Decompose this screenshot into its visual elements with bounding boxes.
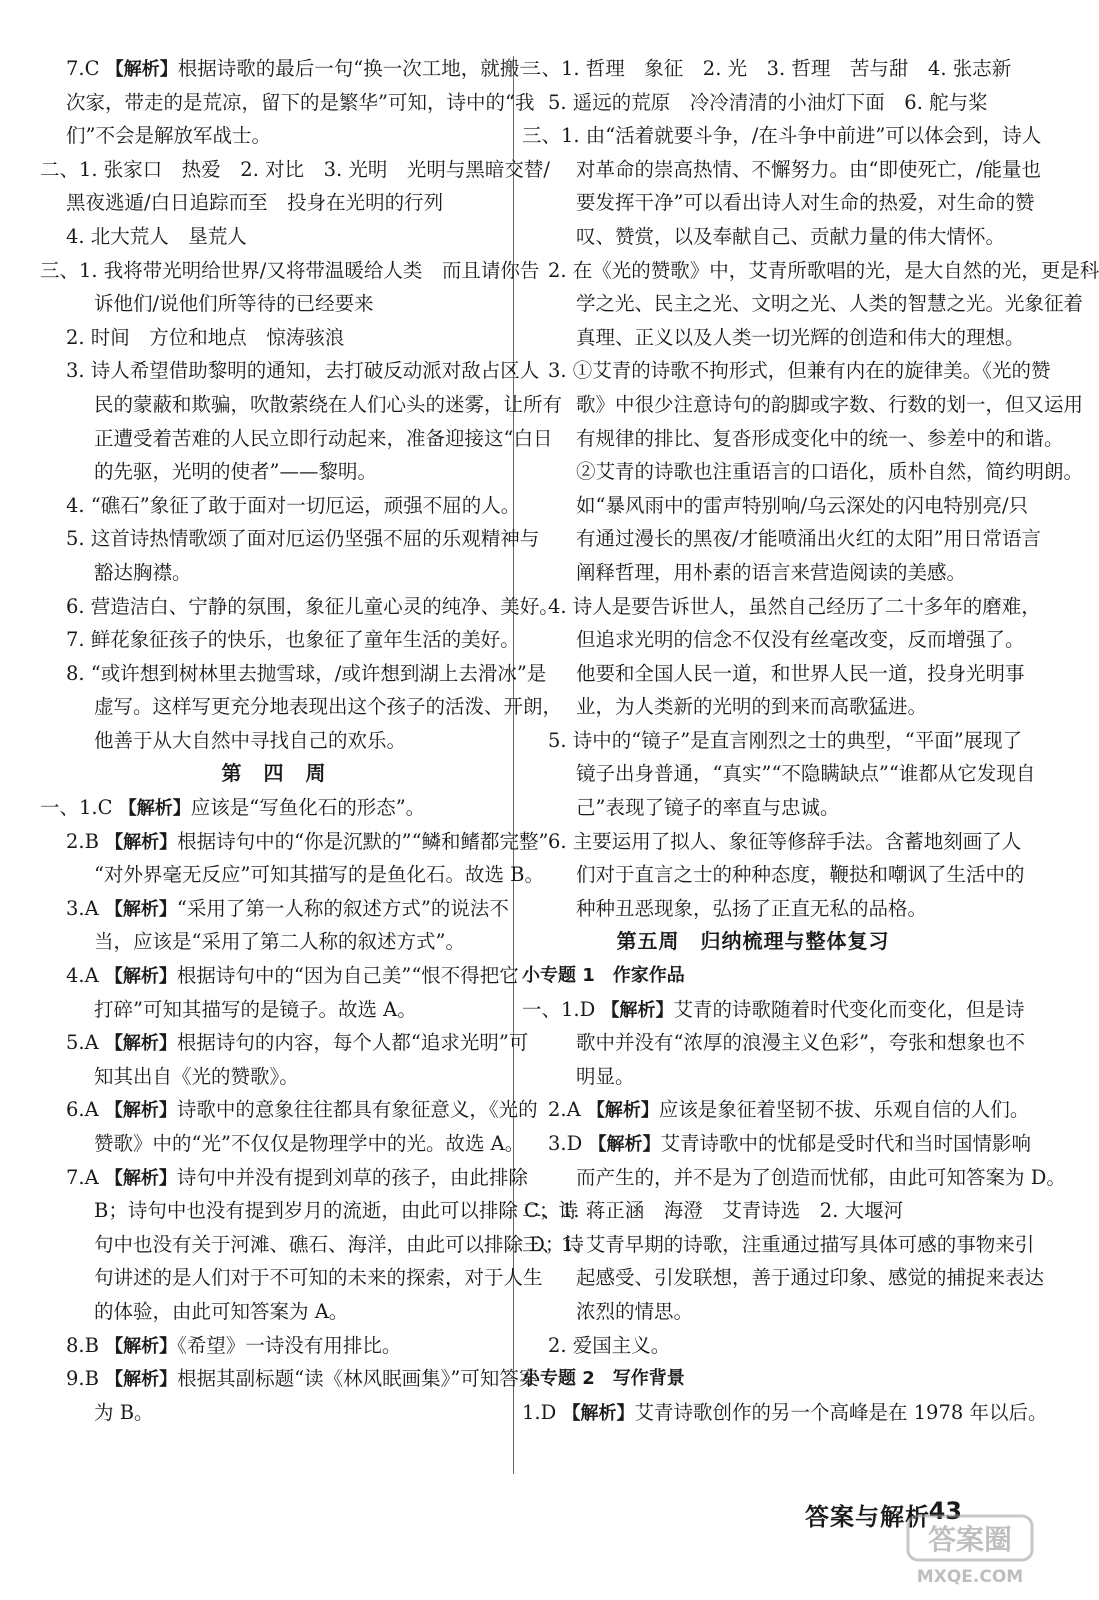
text-run: 阐释哲理，用朴素的语言来营造阅读的美感。 [576,560,967,584]
text-run: 3. 诗人希望借助黎明的通知，去打破反动派对敌占区人 [66,359,540,383]
text-line [40,1261,543,1295]
text-run: 学之光、民主之光、文明之光、人类的智慧之光。光象征着 [576,292,1084,316]
text-line [40,724,508,758]
text-run: 3.D [548,1132,589,1155]
text-line [522,858,1025,892]
text-run: 根据诗句中的“因为自己美”“恨不得把它 [176,964,519,988]
watermark-logo [906,1512,1034,1590]
text-run: 6. 主要运用了拟人、象征等修辞手法。含蓄地刻画了人 [548,829,1022,853]
text-run: 诉他们/说他们所等待的已经要来 [94,292,374,316]
text-run: 5. 诗中的“镜子”是直言刚烈之士的典型，“平面”展现了 [548,728,1023,752]
text-run: 5. 遥远的荒原 冷冷清清的小油灯下面 6. 舵与桨 [548,90,988,114]
text-run: 2. 时间 方位和地点 惊涛骇浪 [66,325,345,349]
text-line [40,858,544,892]
text-line [522,1261,1045,1295]
analysis-tag: 【解析】 [104,898,177,920]
text-line [40,623,520,657]
analysis-tag: 【解析】 [105,1335,178,1357]
watermark-url: MXQE.COM [916,1567,1024,1587]
text-run: 4. 诗人是要告诉世人，虽然自己经历了二十多年的磨难， [548,594,1041,618]
text-line [40,690,563,724]
text-line [40,1362,539,1396]
analysis-tag: 【解析】 [104,1100,177,1122]
text-line [40,52,539,86]
text-run: 知其出自《光的赞歌》。 [94,1064,299,1088]
text-run: 真理、正义以及人类一切光辉的创造和伟大的理想。 [576,325,1025,349]
text-run: 9.B [66,1367,106,1391]
text-line [522,153,1042,187]
analysis-tag: 【解析】 [105,1369,178,1391]
text-run: 为 B。 [94,1400,154,1424]
text-line [522,1295,984,1329]
text-run: 明显。 [576,1064,635,1088]
text-line [40,119,508,153]
text-line [522,254,1099,288]
text-run: 黑夜逃遁/白日追踪而至 投身在光明的行列 [66,191,444,215]
text-run: 他要和全国人民一道，和世界人民一道，投身光明事 [576,661,1025,685]
analysis-tag: 【解析】 [104,1033,177,1055]
text-line [522,186,1035,220]
text-run: 打碎”可知其描写的是镜子。故选 A。 [94,997,417,1021]
text-run: 诗歌中的意象往往都具有象征意义，《光的 [176,1098,538,1122]
text-line [522,489,1029,523]
analysis-tag: 【解析】 [586,1100,659,1122]
text-run: 2.A [548,1098,587,1122]
text-line [522,556,984,590]
text-line [40,825,549,859]
text-run: 的先驱，光明的使者”——黎明。 [94,460,377,484]
text-run: 4.A [66,964,105,988]
text-run: 豁达胸襟。 [94,560,192,584]
text-run: 但追求光明的信念不仅没有丝毫改变，反而增强了。 [576,628,1025,652]
text-run: 当，应该是“采用了第二人称的叙述方式”。 [94,930,465,954]
text-run: 《希望》一诗没有用排比。 [177,1333,402,1357]
text-line [522,422,1064,456]
text-run: 有通过漫长的黑夜/才能喷涌出火红的太阳”用日常语言 [576,527,1042,551]
text-run: 们对于直言之士的种种态度，鞭挞和嘲讽了生活中的 [576,863,1025,887]
text-run: 1.D [522,1400,563,1424]
text-run: 民的蒙蔽和欺骗，吹散萦绕在人们心头的迷雾，让所有 [94,392,563,416]
text-line [40,1060,508,1094]
text-run: 7.C [66,57,106,80]
text-run: 8.B [66,1333,106,1357]
text-run: 三、1. 由“活着就要斗争，/在斗争中前进”可以体会到，诗人 [522,124,1042,148]
text-line [40,1093,538,1127]
text-run: 应该是象征着坚韧不拔、乐观自信的人们。 [658,1098,1030,1122]
text-line [40,86,535,120]
text-run: 的体验，由此可知答案为 A。 [94,1299,349,1323]
analysis-tag: 【解析】 [588,1134,661,1155]
text-run: 第五周 归纳梳理与整体复习 [616,929,890,954]
text-run: 艾青的诗歌随着时代变化而变化，但是诗 [673,997,1025,1021]
text-line [522,623,1025,657]
text-line [40,791,508,825]
text-run: 小专题 1 作家作品 [522,965,685,987]
text-line [522,993,1025,1027]
text-line [40,321,508,355]
text-run: 应该是“写鱼化石的形态”。 [190,796,426,820]
text-line [522,690,984,724]
text-run: 正遭受着苦难的人民立即行动起来，准备迎接这“白日 [94,426,553,450]
text-line [40,354,540,388]
text-line [522,724,1023,758]
text-line [522,1093,1030,1127]
text-line [40,220,508,254]
text-line [522,86,988,120]
text-line [40,1026,529,1060]
text-line [522,1060,984,1094]
text-line [522,590,1041,624]
text-run: 2.B [66,829,106,853]
text-line [522,119,1042,153]
text-run: 赞歌》中的“光”不仅仅是物理学中的光。故选 A。 [94,1132,525,1155]
text-line [40,590,559,624]
text-line [40,1161,528,1195]
text-run: 根据诗歌的最后一句“换一次工地，就搬一 [177,57,539,80]
text-line [522,1026,1025,1060]
text-run: 而产生的，并不是为了创造而忧郁，由此可知答案为 D。 [576,1165,1066,1189]
text-line [40,657,547,691]
text-run: 歌中并没有“浓厚的浪漫主义色彩”，夸张和想象也不 [576,1031,1025,1055]
text-run: 业，为人类新的光明的到来而高歌猛进。 [576,695,928,719]
analysis-tag: 【解析】 [105,59,178,80]
text-run: 根据诗句的内容，每个人都“追求光明”可 [176,1031,529,1055]
text-run: 6. 营造洁白、宁静的氛围，象征儿童心灵的纯净、美好。 [66,594,559,618]
text-run: 三、1. 我将带光明给世界/又将带温暖给人类 而且请你告 [40,258,540,282]
text-run: “采用了第一人称的叙述方式”的说法不 [176,896,509,920]
text-run: 种种丑恶现象，弘扬了正直无私的品格。 [576,896,928,920]
subsection-heading [522,1362,984,1396]
text-line [522,1194,984,1228]
analysis-tag: 【解析】 [104,966,177,988]
text-line [40,153,550,187]
text-line [40,287,508,321]
text-run: 虚写。这样写更充分地表现出这个孩子的活泼、开朗， [94,695,563,719]
text-line [40,1127,525,1161]
text-line [522,321,1025,355]
text-line [522,522,1042,556]
analysis-tag: 【解析】 [562,1402,635,1424]
text-run: 5. 这首诗热情歌颂了面对厄运仍坚强不屈的乐观精神与 [66,527,540,551]
text-run: “对外界毫无反应”可知其描写的是鱼化石。故选 B。 [94,863,544,887]
text-line [522,657,1025,691]
text-line [40,489,521,523]
text-line [40,892,508,926]
page-number: 43 [928,1497,962,1525]
subsection-heading [522,959,984,993]
text-run: 根据诗句中的“你是沉默的”“鳞和鳍都完整” [177,829,549,853]
text-line [40,254,540,288]
text-line [522,388,1084,422]
text-line [522,1329,984,1363]
text-run: 三、1. 艾青早期的诗歌，注重通过描写具体可感的事物来引 [522,1232,1035,1256]
text-run: 5.A [66,1031,105,1055]
section-heading [40,757,508,791]
text-line [522,1161,1066,1195]
text-line [40,1329,508,1363]
text-run: 4. “礁石”象征了敢于面对一切厄运，顽强不屈的人。 [66,493,521,517]
text-run: 有规律的排比、复沓形成变化中的统一、参差中的和谐。 [576,426,1064,450]
text-run: 艾青诗歌创作的另一个高峰是在 1978 年以后。 [634,1400,1048,1424]
text-run: ②艾青的诗歌也注重语言的口语化，质朴自然，简约明朗。 [576,460,1084,484]
text-run: 二、1. 张家口 热爱 2. 对比 3. 光明 光明与黑暗交替/ [40,157,550,181]
text-line [40,959,519,993]
text-line [40,556,508,590]
text-run: 7. 鲜花象征孩子的快乐，也象征了童年生活的美好。 [66,628,520,652]
text-run: 句中也没有关于河滩、礁石、海洋，由此可以排除 D；诗 [94,1232,584,1256]
watermark-text: 答案圈 [927,1523,1013,1556]
text-run: 2. 在《光的赞歌》中，艾青所歌唱的光，是大自然的光，更是科 [548,258,1099,282]
text-line [522,354,1051,388]
text-line [522,892,984,926]
footer-section-label: 答案与解析 [805,1503,930,1531]
text-run: 对革命的崇高热情、不懈努力。由“即使死亡，/能量也 [576,157,1042,181]
text-run: 一、1.D [522,997,602,1021]
text-run: 8. “或许想到树林里去抛雪球，/或许想到湖上去滑冰”是 [66,661,547,685]
text-line [40,1295,508,1329]
text-run: 镜子出身普通，“真实”“不隐瞒缺点”“谁都从它发现自 [576,762,1036,786]
text-run: B；诗句中也没有提到岁月的流逝，由此可以排除 C；诗 [94,1199,578,1223]
text-line [522,287,1084,321]
text-run: 第 四 周 [221,761,327,786]
text-line [40,1194,578,1228]
text-run: 艾青诗歌中的忧郁是受时代和当时国情影响 [660,1132,1031,1155]
text-run: 一、1.C [40,796,119,820]
text-line [522,1127,1031,1161]
text-line [40,455,508,489]
text-run: 2. 爱国主义。 [548,1333,671,1357]
text-run: 起感受、引发联想，善于通过印象、感觉的捕捉来表达 [576,1266,1045,1290]
text-run: 7.A [66,1165,105,1189]
text-run: 6.A [66,1098,105,1122]
text-run: 他善于从大自然中寻找自己的欢乐。 [94,728,407,752]
text-line [40,1228,584,1262]
text-run: 叹、赞赏，以及奉献自己、贡献力量的伟大情怀。 [576,224,1006,248]
right-column [522,52,1099,1429]
text-line [40,993,508,1027]
text-run: 们”不会是解放军战士。 [66,124,271,148]
text-run: 4. 北大荒人 垦荒人 [66,224,247,248]
text-line [40,186,508,220]
text-run: 3. ①艾青的诗歌不拘形式，但兼有内在的旋律美。《光的赞 [548,359,1051,383]
text-run: 句讲述的是人们对于不可知的未来的探索，对于人生 [94,1266,543,1290]
text-line [522,1396,1048,1430]
text-run: 小专题 2 写作背景 [522,1368,685,1390]
text-run: 己”表现了镜子的率直与忠诚。 [576,796,840,820]
text-line [40,422,553,456]
text-run: 3.A [66,896,105,920]
analysis-tag: 【解析】 [104,1167,177,1189]
analysis-tag: 【解析】 [118,798,191,820]
text-line [522,52,1012,86]
text-run: 要发挥干净”可以看出诗人对生命的热爱，对生命的赞 [576,191,1035,215]
text-line [522,1228,1035,1262]
text-run: 浓烈的情思。 [576,1299,694,1323]
text-run: 诗句中并没有提到刘草的孩子，由此排除 [176,1165,528,1189]
text-line [522,825,1022,859]
text-line [40,1396,508,1430]
text-run: 二、1. 蒋正涵 海澄 艾青诗选 2. 大堰河 [522,1199,904,1223]
text-line [522,220,1006,254]
text-line [522,791,984,825]
text-line [40,522,540,556]
text-line [40,388,563,422]
text-line [40,925,508,959]
text-run: 歌》中很少注意诗句的韵脚或字数、行数的划一，但又运用 [576,392,1084,416]
text-line [522,455,1084,489]
analysis-tag: 【解析】 [105,831,178,853]
text-run: 次家，带走的是荒凉，留下的是繁华”可知，诗中的“我 [66,90,535,114]
section-heading [522,925,984,959]
text-line [522,757,1036,791]
text-run: 如“暴风雨中的雷声特别响/乌云深处的闪电特别亮/只 [576,493,1029,517]
text-run: 二、1. 哲理 象征 2. 光 3. 哲理 苦与甜 4. 张志新 [522,57,1012,80]
analysis-tag: 【解析】 [601,999,674,1021]
text-run: 根据其副标题“读《林风眠画集》”可知答案 [177,1367,539,1391]
